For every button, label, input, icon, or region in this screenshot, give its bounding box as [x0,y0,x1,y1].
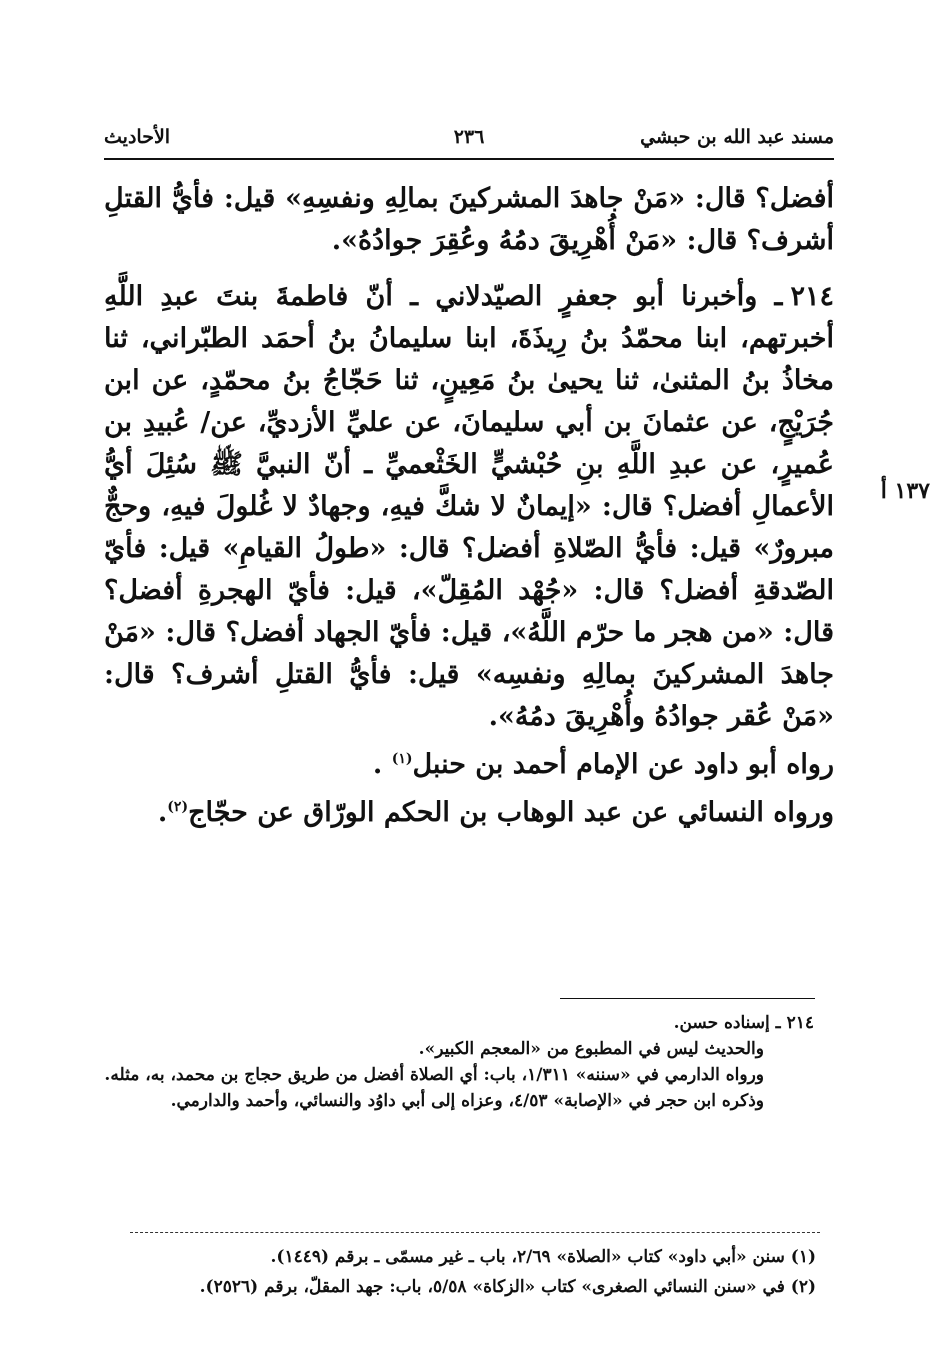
page-number: ٢٣٦ [453,126,485,148]
main-text [104,178,834,834]
note-line: ٢١٤ ـ إسناده حسن. [673,1013,814,1033]
editor-notes [104,1010,814,1114]
running-header [104,120,834,160]
note-line: وذكره ابن حجر في «الإصابة» ٤/٥٣، وعزاه إلى أبي داوُد والنسائي، وأحمد والدارمي. [170,1091,764,1111]
footnote-ref: (١) [391,751,413,767]
section-name: الأحاديث [104,126,171,148]
hadith-text: ـ وأخبرنا أبو جعفرٍ الصيّدلاني ـ أنّ فاطمةَ بنتَ عبدِ اللَّهِ أخبرتهم، ابنا محمّدُ بنُ رِيذَةَ، ابنا سليمانُ بنُ أحمَد الطبّراني، ثنا مخاذُ بنُ المثنىٰ، ثنا يحيىٰ بنُ مَعِينٍ، ثنا حَجّاجُ بنُ محمّدٍ، عن ابن جُرَيْجٍ، عن عثمانَ بن أبي سليمانَ، عن عليِّ الأزديِّ، عن/ عُبيدِ بن عُميرٍ، عن عبدِ اللَّهِ بنِ حُبْشيٍّ الخَثْعميِّ ـ أنّ النبيَّ ﷺ سُئِلَ أيُّ الأعمالِ أفضل؟ قال: «إيمانٌ لا شكَّ فيهِ، وجهادٌ لا غُلولَ فيهِ، وحجٌّ مبرورٌ» قيل: فأيُّ الصّلاةِ أفضل؟ قال: «طولُ القيامِ» قيل: فأيّ الصّدقةِ أفضل؟ قال: «جُهْد المُقِلّ»، قيل: فأيّ الهجرةِ أفضل؟ قال: «من هجر ما حرّم اللَّهُ»، قيل: فأيّ الجهاد أفضل؟ قال: «مَنْ جاهدَ المشركينَ بمالِهِ ونفسِه» قيل: فأيُّ القتلِ أشرف؟ قال: «مَنْ عُقر جوادُهُ وأُهْرِيقَ دمُهُ». [104,281,834,732]
narration-line: رواه أبو داود عن الإمام أحمد بن حنبل$^{(١)}$ . [372,749,834,780]
footnotes-divider [130,1232,820,1233]
footnote: (٢) في «سنن النسائي الصغرى» كتاب «الزكاة» ٥/٥٨، باب: جهد المقلّ، برقم (٢٥٢٦). [199,1277,816,1297]
hadith-number: ٢١٤ [790,281,834,312]
note-line: ورواه الدارمي في «سننه» ١/٣١١، باب: أي الصلاة أفضل من طريق حجاج بن محمد، به، مثله. [104,1065,764,1085]
narration-line: ورواه النسائي عن عبد الوهاب بن الحكم الورّاق عن حجّاج$^{(٢)}$. [157,797,834,828]
header-divider [104,158,834,160]
footnote-ref: (٢) [167,799,189,815]
book-title: مسند عبد الله بن حبشي [640,126,834,148]
paragraph-gap [104,262,834,276]
notes-divider [560,998,815,999]
narration-text: رواه أبو داود عن الإمام أحمد بن حنبل [412,749,834,780]
manuscript-folio-ref: ١٣٧ أ [880,478,930,504]
footnote: (١) سنن «أبي داود» كتاب «الصلاة» ٢/٦٩، باب ـ غير مسمّى ـ برقم (١٤٤٩). [270,1247,816,1267]
continuation-paragraph: أفضل؟ قال: «مَنْ جاهدَ المشركينَ بمالِهِ ونفسِهِ» قيل: فأيُّ القتلِ أشرف؟ قال: «مَنْ أُهْرِيقَ دمُهُ وعُقِرَ جوادُهُ». [104,183,834,256]
footnotes [104,1242,816,1302]
narration-text: ورواه النسائي عن عبد الوهاب بن الحكم الورّاق عن حجّاج [188,797,834,828]
hadith-paragraph [104,276,834,738]
note-line: والحديث ليس في المطبوع من «المعجم الكبير». [418,1039,764,1059]
